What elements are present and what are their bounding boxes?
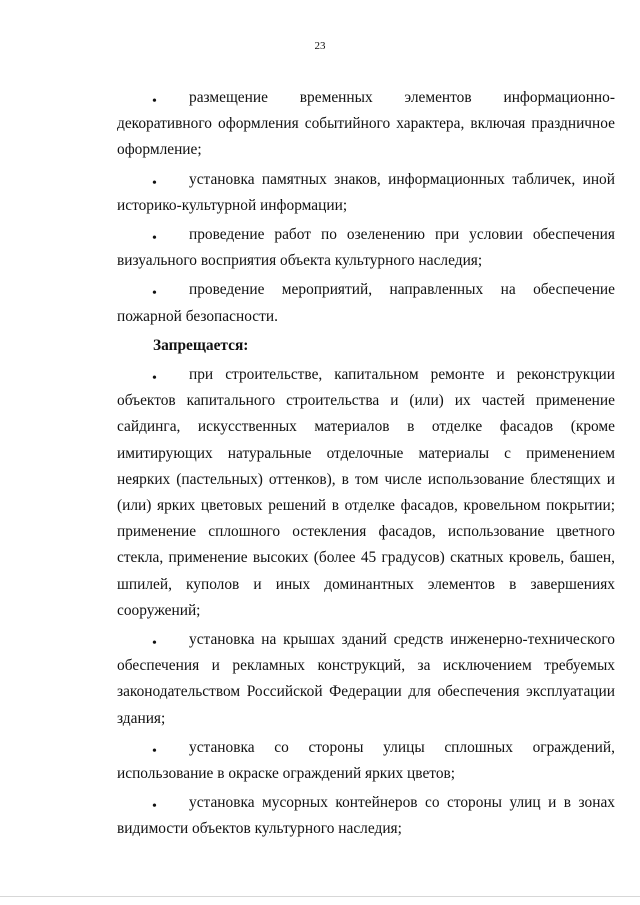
list-item: установка памятных знаков, информационных табличек, иной историко-культурной информации;	[117, 170, 615, 214]
list-item: проведение работ по озеленению при условии обеспечения визуального восприятия объекта культурного наследия;	[117, 226, 615, 270]
page-bottom-edge	[0, 896, 640, 897]
page-number: 23	[314, 40, 326, 52]
section-heading: Запрещается:	[153, 336, 249, 354]
list-item: установка мусорных контейнеров со стороны улиц и в зонах видимости объектов культурного наследия;	[117, 794, 615, 838]
list-item: установка на крышах зданий средств инженерно-технического обеспечения и рекламных конструкций, за исключением требуемых законодательством Российской Федерации для обеспечения эксплуатации здания;	[117, 631, 615, 727]
list-item: проведение мероприятий, направленных на обеспечение пожарной безопасности.	[117, 281, 615, 325]
document-body	[117, 85, 615, 846]
list-item: при строительстве, капитальном ремонте и реконструкции объектов капитального строительства и (или) их частей применение сайдинга, искусственных материалов в отделке фасадов (кроме имитирующих натуральные отделочные материалы с применением неярких (пастельных) оттенков), в том числе использование блестящих и (или) ярких цветовых решений в отделке фасадов, кровельном покрытии; применение сплошного остекления фасадов, использование цветного стекла, применение высоких (более 45 градусов) скатных кровель, башен, шпилей, куполов и иных доминантных элементов в завершениях сооружений;	[117, 366, 615, 619]
list-item: размещение временных элементов информационно-декоративного оформления событийного характера, включая праздничное оформление;	[117, 89, 615, 159]
list-item: установка со стороны улицы сплошных ограждений, использование в окраске ограждений ярких цветов;	[117, 738, 615, 783]
